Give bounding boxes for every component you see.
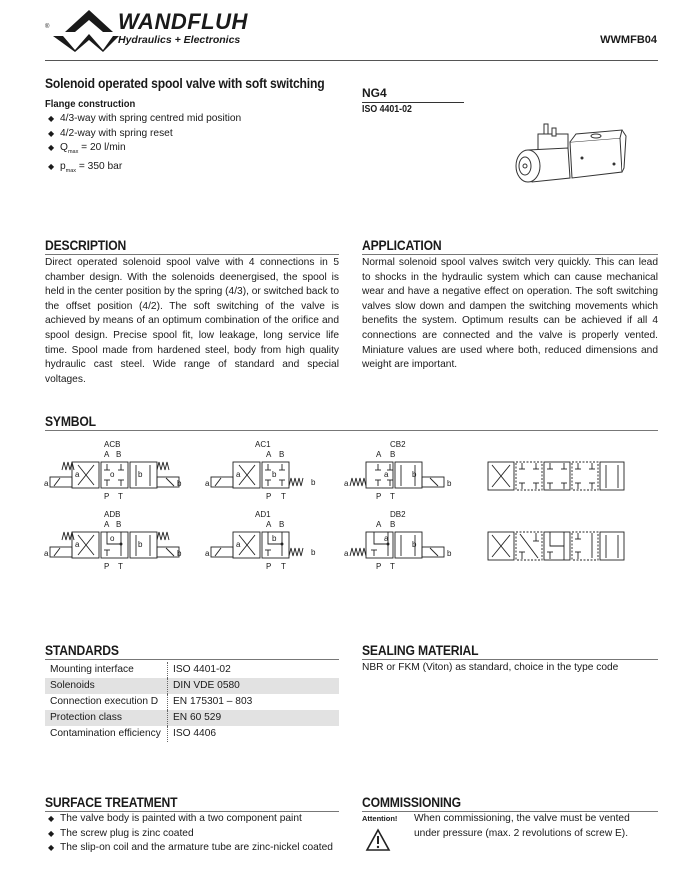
application-heading: APPLICATION: [362, 238, 442, 253]
brand-tagline: Hydraulics + Electronics: [118, 34, 241, 46]
spool-overview-symbol-2: [486, 530, 626, 562]
sealing-heading: SEALING MATERIAL: [362, 643, 479, 658]
nominal-size: NG4: [362, 86, 387, 100]
commissioning-text: When commissioning, the valve must be vented under pressure (max. 2 revolutions of screw E).: [414, 813, 630, 839]
sealing-divider: [362, 659, 658, 660]
symbol-db2: DB2 A B P T a a b b: [344, 510, 452, 571]
feature-item-pressure: ◆ $p_{max} = 350$ bar: [48, 160, 241, 179]
symbol-heading: SYMBOL: [45, 414, 96, 429]
symbol-acb: ACB A B P T a b a o b: [44, 440, 182, 501]
intro-subtitle: Flange construction: [45, 98, 136, 110]
sealing-text: NBR or FKM (Viton) as standard, choice in the type code: [362, 662, 619, 673]
header-divider: [45, 60, 658, 61]
standards-divider: [45, 659, 339, 660]
feature-item-flow: ◆ $Q_{max} = 20$ l/min: [48, 141, 241, 160]
standards-heading: STANDARDS: [45, 643, 119, 658]
table-row: Solenoids DIN VDE 0580: [45, 678, 339, 694]
application-divider: [362, 254, 658, 255]
commissioning-heading: COMMISSIONING: [362, 795, 461, 810]
document-code: WWMFB04: [600, 34, 657, 46]
list-item: ◆ The screw plug is zinc coated: [48, 827, 333, 842]
list-item: ◆ The slip-on coil and the armature tube are zinc-nickel coated: [48, 841, 333, 856]
description-heading: DESCRIPTION: [45, 238, 127, 253]
table-row: Mounting interface ISO 4401-02: [45, 662, 339, 678]
logo-mark-icon: [51, 10, 121, 52]
registered-mark: ®: [45, 24, 50, 30]
spool-overview-symbol-1: [486, 460, 626, 492]
surface-heading: SURFACE TREATMENT: [45, 795, 178, 810]
description-divider: [45, 254, 339, 255]
feature-item: ◆ 4/3-way with spring centred mid position: [48, 112, 241, 127]
page-title: Solenoid operated spool valve with soft switching: [45, 76, 325, 91]
symbol-ac1: AC1 A B P T a a b b: [205, 440, 316, 501]
application-text: Normal solenoid spool valves switch very quickly. This can lead to shocks in the hydraulic system which can cause mechanical wear and have a negative effect on operation. The soft switching valves slow down and dampen the switching movements which benefits the system. Optimum results can be achieved if all 4 connections are connected and the valve is properly vented. Miniature values are used where both, reduced dimensions and weight are important.: [362, 257, 658, 371]
symbol-divider: [45, 430, 658, 431]
surface-list: [48, 812, 333, 856]
symbol-ad1: AD1 A B P T a a b b: [205, 510, 316, 571]
symbol-cb2: CB2 A B P T a a b b: [344, 440, 452, 501]
brand-name: WANDFLUH: [118, 9, 248, 34]
feature-list: [48, 112, 241, 178]
size-divider: [362, 102, 464, 103]
valve-illustration: [510, 120, 630, 192]
attention-label: Attention!: [362, 814, 398, 823]
warning-icon: [365, 828, 391, 852]
standards-table: [45, 662, 339, 742]
brand-logo: [45, 10, 255, 52]
table-row: Connection execution D EN 175301 – 803: [45, 694, 339, 710]
feature-item: ◆ 4/2-way with spring reset: [48, 127, 241, 142]
iso-standard: ISO 4401-02: [362, 104, 412, 115]
table-row: Contamination efficiency ISO 4406: [45, 726, 339, 742]
description-text: Direct operated solenoid spool valve with 4 connections in 5 chamber design. With the solenoids deenergised, the spool is held in the center position by the spring (4/3), or switched back to the offset position (4/2). The soft switching of the valve is achieved by means of an optimum combination of the orifice and spool design. Precise spool fit, low leakage, long service life time. Spool made from hardened steel, body from high quality hydraulic cast steel. Wide range of standard and special voltages.: [45, 257, 339, 385]
symbol-adb: ADB A B P T a b a o b: [44, 510, 182, 571]
list-item: ◆ The valve body is painted with a two component paint: [48, 812, 333, 827]
table-row: Protection class EN 60 529: [45, 710, 339, 726]
